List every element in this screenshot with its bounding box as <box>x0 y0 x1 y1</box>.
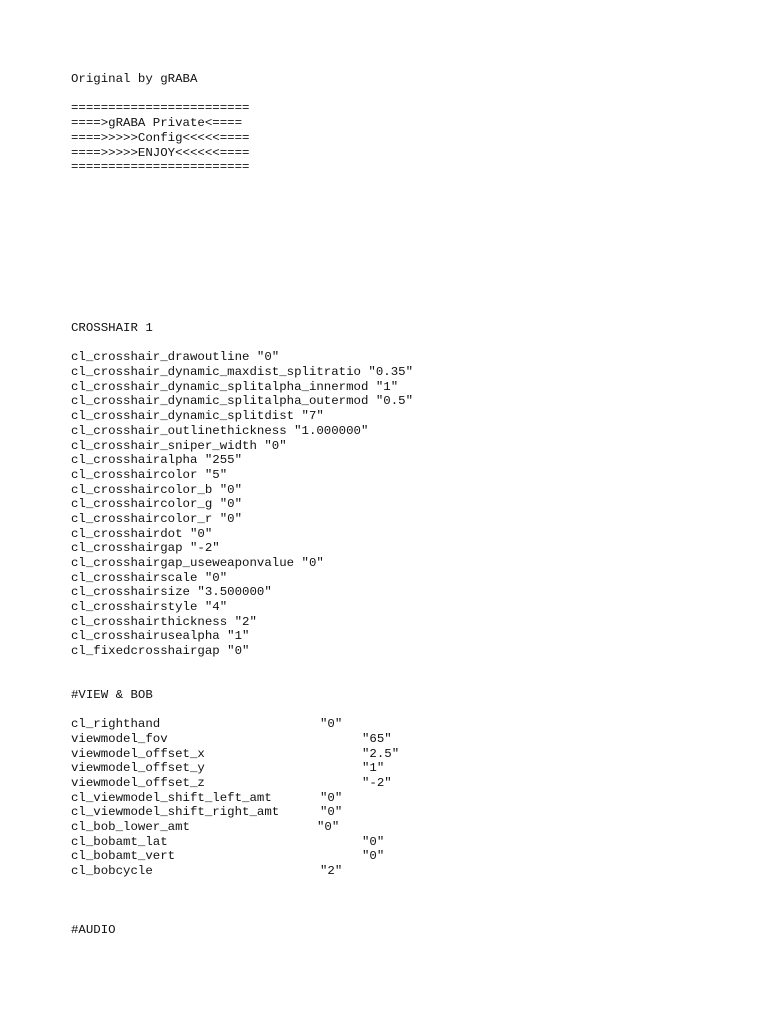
config-line: cl_crosshairdot "0" <box>71 527 213 541</box>
config-key: viewmodel_offset_y <box>71 761 205 775</box>
config-line: cl_crosshair_dynamic_splitalpha_outermod "0.5" <box>71 394 414 408</box>
config-line: cl_crosshairgap "-2" <box>71 541 220 555</box>
config-value: "0" <box>362 835 385 849</box>
config-key: viewmodel_offset_z <box>71 776 205 790</box>
config-value: "0" <box>320 791 343 805</box>
config-line: cl_crosshairalpha "255" <box>71 453 243 467</box>
config-value: "0" <box>362 849 385 863</box>
config-line: cl_crosshair_outlinethickness "1.000000" <box>71 424 369 438</box>
config-line: cl_crosshairgap_useweaponvalue "0" <box>71 556 324 570</box>
config-line: cl_crosshair_dynamic_splitalpha_innermod "1" <box>71 380 399 394</box>
config-value: "-2" <box>362 776 392 790</box>
config-line: cl_crosshair_dynamic_splitdist "7" <box>71 409 324 423</box>
config-line: cl_crosshairthickness "2" <box>71 615 257 629</box>
config-key: cl_viewmodel_shift_left_amt <box>71 791 272 805</box>
config-line: cl_crosshaircolor_g "0" <box>71 497 243 511</box>
view-bob-section-title: #VIEW & BOB <box>71 688 153 702</box>
config-value: "65" <box>362 732 392 746</box>
config-key: viewmodel_fov <box>71 732 168 746</box>
crosshair-section-title: CROSSHAIR 1 <box>71 321 153 335</box>
config-key: cl_righthand <box>71 717 161 731</box>
banner-line: ======================== <box>71 160 250 174</box>
config-line: cl_crosshair_sniper_width "0" <box>71 439 287 453</box>
config-value: "0" <box>320 717 343 731</box>
credit-line: Original by gRABA <box>71 72 198 86</box>
audio-section-title: #AUDIO <box>71 923 116 937</box>
config-line: cl_fixedcrosshairgap "0" <box>71 644 250 658</box>
config-value: "2" <box>320 864 343 878</box>
config-value: "0" <box>317 820 340 834</box>
banner-line: ====>>>>>Config<<<<<==== <box>71 131 250 145</box>
config-line: cl_crosshaircolor "5" <box>71 468 228 482</box>
config-line: cl_crosshairscale "0" <box>71 571 228 585</box>
config-key: cl_bobcycle <box>71 864 153 878</box>
banner-line: ====>>>>>ENJOY<<<<<<==== <box>71 146 250 160</box>
config-key: viewmodel_offset_x <box>71 747 205 761</box>
config-key: cl_bobamt_lat <box>71 835 168 849</box>
config-line: cl_crosshairusealpha "1" <box>71 629 250 643</box>
config-value: "1" <box>362 761 385 775</box>
config-line: cl_crosshairsize "3.500000" <box>71 585 272 599</box>
config-line: cl_crosshaircolor_b "0" <box>71 483 243 497</box>
banner-line: ======================== <box>71 101 250 115</box>
config-value: "2.5" <box>362 747 400 761</box>
config-key: cl_viewmodel_shift_right_amt <box>71 805 280 819</box>
config-line: cl_crosshair_drawoutline "0" <box>71 350 280 364</box>
config-key: cl_bob_lower_amt <box>71 820 190 834</box>
config-value: "0" <box>320 805 343 819</box>
banner-line: ====>gRABA Private<==== <box>71 116 243 130</box>
config-line: cl_crosshaircolor_r "0" <box>71 512 243 526</box>
config-key: cl_bobamt_vert <box>71 849 176 863</box>
config-line: cl_crosshair_dynamic_maxdist_splitratio "0.35" <box>71 365 414 379</box>
config-line: cl_crosshairstyle "4" <box>71 600 228 614</box>
